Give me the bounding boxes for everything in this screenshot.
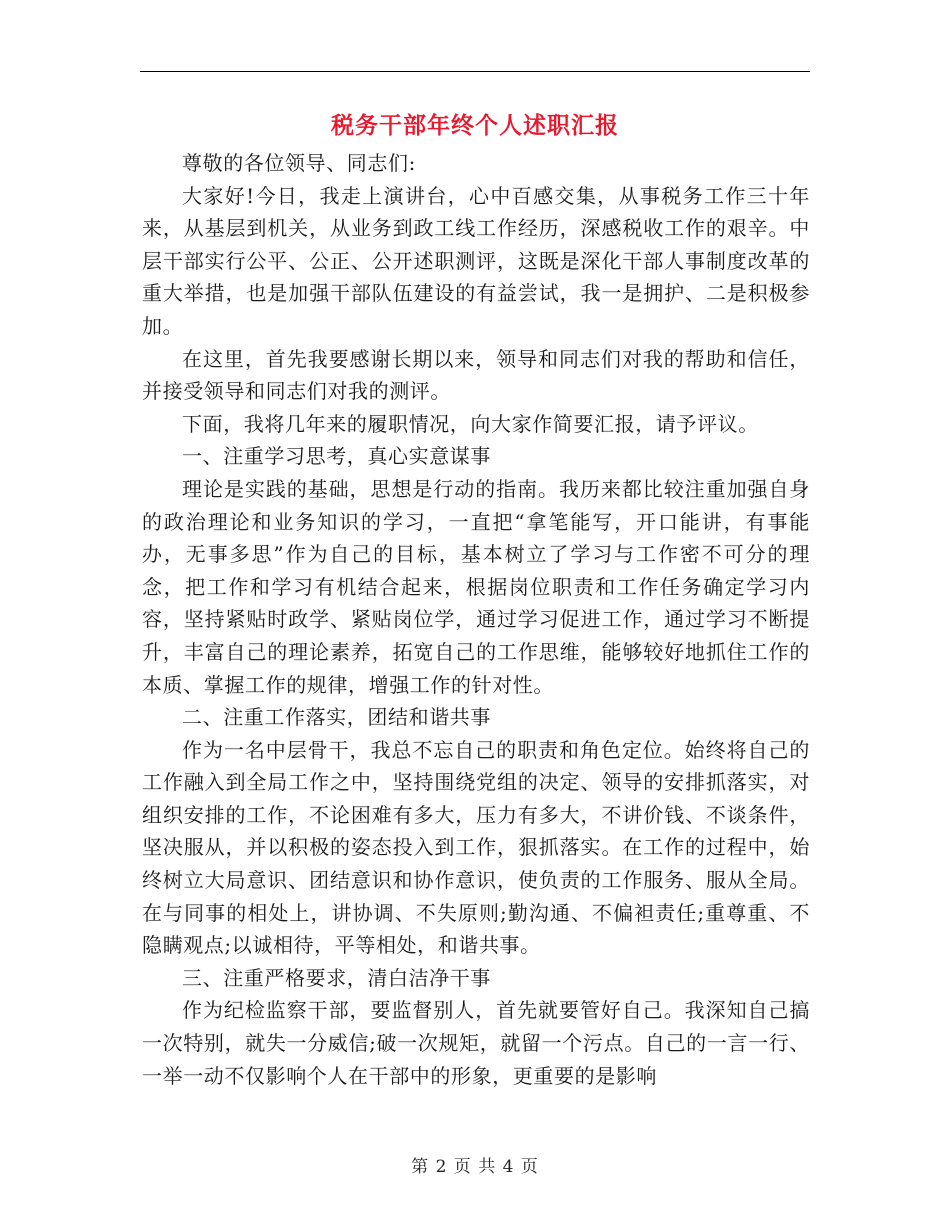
paragraph-intro: 下面，我将几年来的履职情况，向大家作简要汇报，请予评议。 [182,411,759,436]
page-number-footer: 第 2 页 共 4 页 [411,1157,539,1177]
header-rule [140,71,810,72]
paragraph-salutation: 尊敬的各位领导、同志们: [182,151,416,175]
paragraph-section-3: 作为纪检监察干部，要监督别人，首先就要管好自己。我深知自己搞一次特别，就失一分威信;破一次规矩，就留一个污点。自己的一言一行、一举一动不仅影响个人在干部中的形象，更重要的是影响 [142,998,810,1088]
paragraph-section-1: 理论是实践的基础，思想是行动的指南。我历来都比较注重加强自身的政治理论和业务知识的学习，一直把“拿笔能写，开口能讲，有事能办，无事多思”作为自己的目标，基本树立了学习与工作密不可分的理念，把工作和学习有机结合起来，根据岗位职责和工作任务确定学习内容，坚持紧贴时政学、紧贴岗位学，通过学习促进工作，通过学习不断提升，丰富自己的理论素养，拓宽自己的工作思维，能够较好地抓住工作的本质、掌握工作的规律，增强工作的针对性。 [142,476,810,697]
section-heading-2: 二、注重工作落实，团结和谐共事 [182,705,491,730]
section-heading-1: 一、注重学习思考，真心实意谋事 [182,444,491,469]
paragraph-thanks: 在这里，首先我要感谢长期以来，领导和同志们对我的帮助和信任，并接受领导和同志们对我的测评。 [142,346,810,404]
paragraph-section-2: 作为一名中层骨干，我总不忘自己的职责和角色定位。始终将自己的工作融入到全局工作之中，坚持围绕党组的决定、领导的安排抓落实，对组织安排的工作，不论困难有多大，压力有多大，不讲价钱、不谈条件，坚决服从，并以积极的姿态投入到工作，狠抓落实。在工作的过程中，始终树立大局意识、团结意识和协作意识，使负责的工作服务、服从全局。在与同事的相处上，讲协调、不失原则;勤沟通、不偏袒责任;重尊重、不隐瞒观点;以诚相待，平等相处，和谐共事。 [142,737,810,958]
paragraph-greeting: 大家好!今日，我走上演讲台，心中百感交集，从事税务工作三十年来，从基层到机关，从业务到政工线工作经历，深感税收工作的艰辛。中层干部实行公平、公正、公开述职测评，这既是深化干部人事制度改革的重大举措，也是加强干部队伍建设的有益尝试，我一是拥护、二是积极参加。 [142,183,810,338]
document-body [142,147,810,1092]
document-title: 税务干部年终个人述职汇报 [331,112,619,139]
section-heading-3: 三、注重严格要求，清白洁净干事 [182,965,491,990]
